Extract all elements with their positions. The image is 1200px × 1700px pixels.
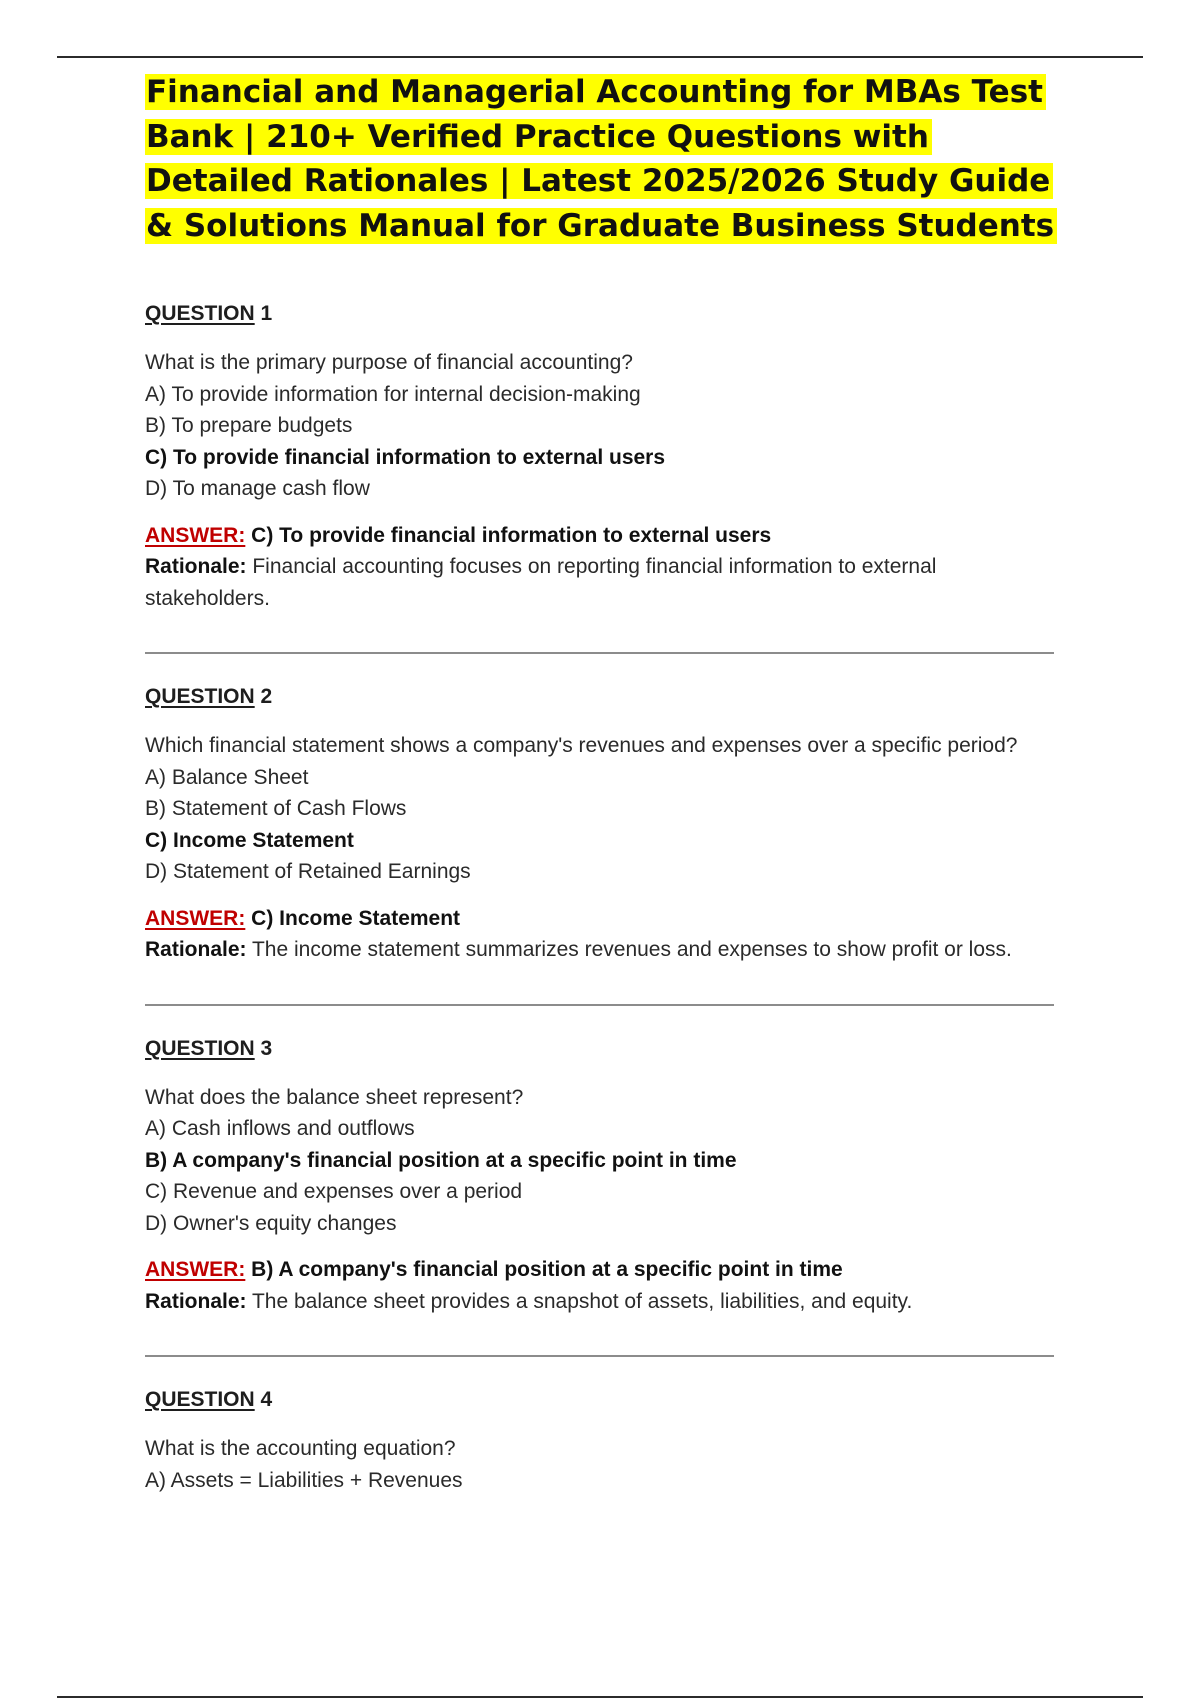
question-text: What is the accounting equation? — [145, 1437, 456, 1460]
option-a: A) To provide information for internal decision-making — [145, 382, 641, 406]
question-heading — [145, 1386, 1065, 1414]
rationale-text: The balance sheet provides a snapshot of assets, liabilities, and equity. — [251, 1289, 913, 1313]
question-1 — [145, 300, 1065, 614]
answer-block — [145, 903, 1065, 966]
section-divider — [145, 1004, 1054, 1006]
question-label: QUESTION — [145, 1036, 255, 1060]
question-label: QUESTION — [145, 1388, 255, 1411]
question-text: What is the primary purpose of financial accounting? — [145, 351, 633, 374]
question-2 — [145, 683, 1065, 966]
answer-block — [145, 520, 1065, 615]
question-heading — [145, 683, 1065, 711]
question-text: What does the balance sheet represent? — [145, 1085, 524, 1109]
question-number: 4 — [260, 1388, 273, 1411]
question-heading — [145, 300, 1065, 328]
rationale-text: Financial accounting focuses on reporting financial information to external stakeholders. — [145, 555, 937, 610]
top-rule — [57, 56, 1143, 58]
question-label: QUESTION — [145, 685, 255, 708]
bottom-rule — [57, 1696, 1143, 1698]
answer-line — [145, 520, 1065, 552]
option-c: C) Revenue and expenses over a period — [145, 1180, 523, 1203]
option-a: A) Cash inflows and outflows — [145, 1117, 415, 1140]
section-divider — [145, 652, 1054, 654]
answer-label: ANSWER: — [145, 523, 246, 547]
document-title — [145, 70, 1065, 248]
answer-block — [145, 1254, 1065, 1317]
option-b-correct: B) A company's financial position at a specific point in time — [145, 1148, 737, 1172]
question-3 — [145, 1035, 1065, 1318]
rationale-label: Rationale: — [145, 1289, 247, 1313]
document-body — [145, 70, 1065, 1496]
question-number: 2 — [260, 685, 273, 708]
rationale-label: Rationale: — [145, 938, 247, 961]
answer-text: C) Income Statement — [251, 906, 461, 930]
option-a: A) Assets = Liabilities + Revenues — [145, 1468, 463, 1492]
answer-line — [145, 1254, 1065, 1286]
option-b: B) Statement of Cash Flows — [145, 797, 407, 820]
rationale-label: Rationale: — [145, 555, 247, 578]
answer-label: ANSWER: — [145, 906, 246, 930]
option-d: D) Statement of Retained Earnings — [145, 860, 471, 883]
option-d: D) To manage cash flow — [145, 477, 370, 500]
question-4 — [145, 1386, 1065, 1496]
answer-text: C) To provide financial information to external users — [251, 523, 772, 547]
question-label: QUESTION — [145, 302, 255, 325]
rationale-line — [145, 1286, 1065, 1318]
option-a: A) Balance Sheet — [145, 765, 309, 789]
option-b: B) To prepare budgets — [145, 414, 353, 437]
question-number: 1 — [260, 302, 273, 325]
question-text: Which financial statement shows a company's revenues and expenses over a specific period? — [145, 734, 1018, 757]
answer-text: B) A company's financial position at a specific point in time — [251, 1258, 843, 1281]
option-c-correct: C) Income Statement — [145, 828, 354, 852]
option-d: D) Owner's equity changes — [145, 1211, 397, 1235]
section-divider — [145, 1355, 1054, 1357]
title-highlight: Financial and Managerial Accounting for MBAs Test Bank | 210+ Verified Practice Questions with Detailed Rationales | Latest 2025/2026 Study Guide & Solutions Manual for Graduate Business Students — [145, 74, 1057, 244]
rationale-line — [145, 934, 1065, 966]
question-heading — [145, 1035, 1065, 1063]
answer-label: ANSWER: — [145, 1258, 246, 1281]
question-number: 3 — [260, 1036, 273, 1060]
answer-line — [145, 903, 1065, 935]
rationale-text: The income statement summarizes revenues and expenses to show profit or loss. — [251, 938, 1012, 961]
option-c-correct: C) To provide financial information to external users — [145, 445, 666, 469]
rationale-line — [145, 551, 1065, 614]
